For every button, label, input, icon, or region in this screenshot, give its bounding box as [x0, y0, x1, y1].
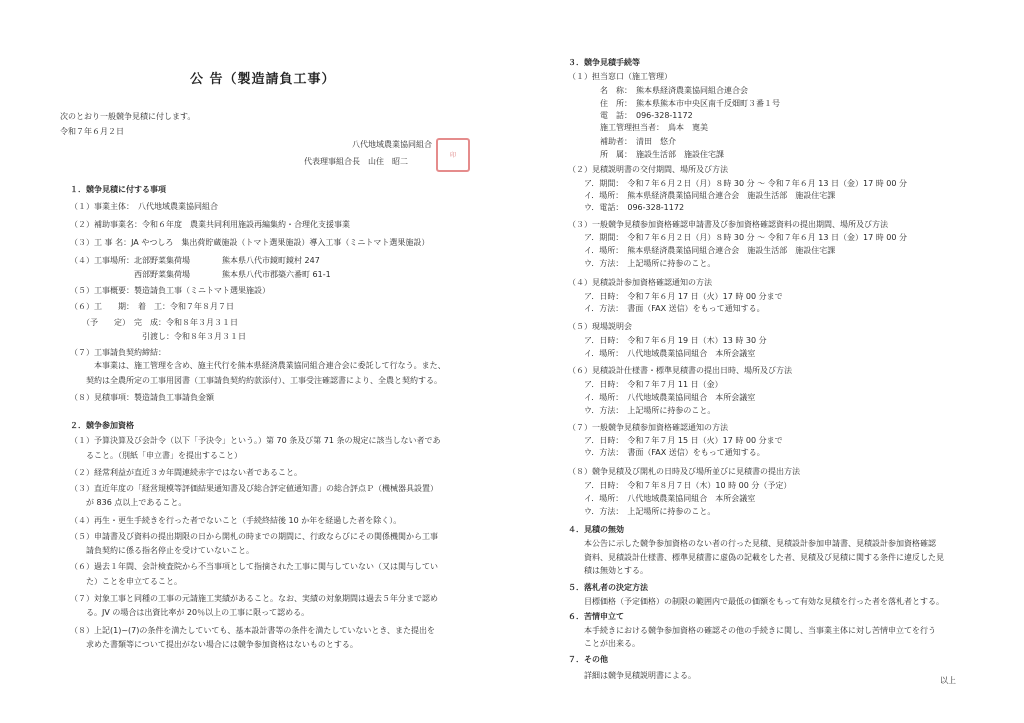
- representative-name: 代表理事組合長 山住 昭二: [304, 157, 408, 166]
- right-line: 本手続きにおける競争参加資格の確認その他の手続きに関し、当事業主体に対し苦情申立てを行う: [568, 626, 936, 635]
- right-line: ア．期間： 令和７年６月２日（月）８時 30 分 ～ 令和７年６月 13 日（金）17 時 00 分: [568, 233, 907, 242]
- right-line: 所 属： 施設生活部 施設住宅課: [568, 150, 724, 159]
- left-line: （５）申請書及び資料の提出期限の日から開札の時までの期間に、行政ならびにその関係機関から工事: [70, 532, 438, 541]
- right-line: イ．場所： 熊本県経済農業協同組合連合会 施設生活部 施設住宅課: [568, 246, 836, 255]
- issue-date: 令和７年６月２日: [60, 127, 124, 136]
- left-line: （予 定） 完 成：令和８年３月３１日: [70, 318, 238, 327]
- left-line: （３）工 事 名：JA やつしろ 集出荷貯蔵施設（トマト選果施設）導入工事（ミニトマト選果施設）: [70, 238, 430, 247]
- right-line: イ．場所： 八代地域農業協同組合 本所会議室: [568, 349, 756, 358]
- right-line: ア．日時： 令和７年７月 15 日（火）17 時 00 分まで: [568, 436, 783, 445]
- right-line: ウ．電話： 096-328-1172: [568, 203, 685, 212]
- right-line: （１）担当窓口（施工管理）: [568, 72, 672, 81]
- left-line: （４）再生・更生手続きを行った者でないこと（手続終結後 10 か年を経過した者を除く）。: [70, 516, 402, 525]
- right-line: 本公告に示した競争参加資格のない者の行った見積、見積設計参加申請書、見積設計参加資格確認: [568, 539, 936, 548]
- right-line: （７）一般競争見積参加資格確認通知の方法: [568, 423, 728, 432]
- right-line: 施工管理担当者： 鳥本 寛美: [568, 123, 708, 132]
- right-line: 電 話： 096-328-1172: [568, 111, 693, 120]
- official-seal: [436, 138, 470, 172]
- left-line: （２）経常利益が直近３カ年間連続赤字ではない者であること。: [70, 468, 302, 477]
- right-line: イ．場所： 八代地域農業協同組合 本所会議室: [568, 393, 756, 402]
- right-line: 積は無効とする。: [568, 566, 648, 575]
- right-line: （５）現場説明会: [568, 322, 632, 331]
- intro-text: 次のとおり一般競争見積に付します。: [60, 112, 196, 121]
- left-line: 引渡し：令和８年３月３１日: [70, 332, 246, 341]
- right-line: ７．その他: [568, 655, 608, 664]
- right-line: 補助者： 清田 悠介: [568, 137, 676, 146]
- left-line: １．競争見積に付する事項: [70, 185, 166, 194]
- right-line: ５．落札者の決定方法: [568, 583, 648, 592]
- left-line: （８）見積事項：製造請負工事請負金額: [70, 393, 214, 402]
- left-line: （６）過去１年間、会計検査院から不当事項として指摘された工事に関与していない（又は関与してい: [70, 562, 438, 571]
- right-line: 住 所： 熊本県熊本市中央区南千反畑町３番１号: [568, 99, 780, 108]
- organization-name: 八代地域農業協同組合: [352, 140, 432, 149]
- left-line: る。JV の場合は出資比率が 20％以上の工事に限って認める。: [70, 608, 310, 617]
- left-line: た）ことを申立てること。: [70, 577, 182, 586]
- left-line: ２．競争参加資格: [70, 421, 134, 430]
- right-line: ア．日時： 令和７年８月７日（木）10 時 00 分（予定）: [568, 481, 792, 490]
- left-line: （１）事業主体： 八代地域農業協同組合: [70, 202, 218, 211]
- left-line: 請負契約に係る指名停止を受けていないこと。: [70, 546, 254, 555]
- left-line: （４）工事場所：北部野菜集荷場 熊本県八代市鏡町鏡村 247: [70, 256, 320, 265]
- right-line: （８）競争見積及び開札の日時及び場所並びに見積書の提出方法: [568, 467, 800, 476]
- left-line: 本事業は、施工管理を含め、施主代行を熊本県経済農業協同組合連合会に委託して行なう。また、: [70, 361, 446, 370]
- left-line: （７）対象工事と同種の工事の元請施工実績があること。なお、実績の対象期間は過去５年分まで認め: [70, 594, 438, 603]
- left-line: （２）補助事業名：令和６年度 農業共同利用施設再編集約・合理化支援事業: [70, 220, 350, 229]
- seal-text: 印: [449, 151, 456, 159]
- left-line: （８）上記(1)~(7)の条件を満たしていても、基本設計書等の条件を満たしていないとき、また提出を: [70, 626, 436, 635]
- right-line: ア．期間： 令和７年６月２日（月）８時 30 分 ～ 令和７年６月 13 日（金）17 時 00 分: [568, 179, 907, 188]
- right-line: ア．日時： 令和７年６月 17 日（火）17 時 00 分まで: [568, 292, 783, 301]
- right-line: イ．場所： 八代地域農業協同組合 本所会議室: [568, 494, 756, 503]
- right-line: ６．苦情申立て: [568, 612, 624, 621]
- left-line: （５）工事概要：製造請負工事（ミニトマト選果施設）: [70, 286, 270, 295]
- right-line: ウ．方法： 上記場所に持参のこと。: [568, 507, 716, 516]
- right-line: ウ．方法： 書面（FAX 送信）をもって通知する。: [568, 448, 765, 457]
- left-line: ること。（別紙「申立書」を提出すること）: [70, 451, 242, 460]
- right-line: 名 称： 熊本県経済農業協同組合連合会: [568, 86, 748, 95]
- left-line: （７）工事請負契約締結：: [70, 348, 166, 357]
- right-line: （６）見積設計仕様書・標準見積書の提出日時、場所及び方法: [568, 366, 792, 375]
- left-line: 契約は全農所定の工事用図書（工事請負契約約款添付）、工事受注確認書により、全農と契約する。: [70, 376, 442, 385]
- left-line: 求めた書類等について提出がない場合には競争参加資格はないものとする。: [70, 640, 358, 649]
- right-line: イ．方法： 書面（FAX 送信）をもって通知する。: [568, 304, 765, 313]
- right-line: ことが出来る。: [568, 639, 640, 648]
- end-mark: 以上: [940, 676, 956, 685]
- right-line: ウ．方法： 上記場所に持参のこと。: [568, 259, 716, 268]
- left-line: （６）工 期： 着 工：令和７年８月７日: [70, 302, 234, 311]
- left-line: （３）直近年度の「経営規模等評価結果通知書及び総合評定値通知書」の総合評点Ｐ（機械器具設置）: [70, 484, 438, 493]
- left-line: が 836 点以上であること。: [70, 498, 187, 507]
- right-line: ４．見積の無効: [568, 525, 624, 534]
- right-line: ア．日時： 令和７年７月 11 日（金）: [568, 380, 723, 389]
- right-line: （３）一般競争見積参加資格確認申請書及び参加資格確認資料の提出期間、場所及び方法: [568, 220, 888, 229]
- right-line: （４）見積設計参加資格確認通知の方法: [568, 278, 712, 287]
- right-line: イ．場所： 熊本県経済農業協同組合連合会 施設生活部 施設住宅課: [568, 191, 836, 200]
- right-line: 目標価格（予定価格）の制限の範囲内で最低の価額をもって有効な見積を行った者を落札者とする。: [568, 597, 944, 606]
- right-line: ３．競争見積手続等: [568, 58, 640, 67]
- document-title: 公 告（製造請負工事）: [190, 72, 336, 87]
- left-line: 西部野菜集荷場 熊本県八代市郡築六番町 61-1: [70, 270, 331, 279]
- right-line: ア．日時： 令和７年６月 19 日（木）13 時 30 分: [568, 336, 767, 345]
- right-line: （２）見積説明書の交付期間、場所及び方法: [568, 165, 728, 174]
- right-line: 資料、見積設計仕様書、標準見積書に虚偽の記載をした者、見積及び見積に関する条件に違反した見: [568, 553, 944, 562]
- right-line: ウ．方法： 上記場所に持参のこと。: [568, 406, 716, 415]
- left-line: （１）予算決算及び会計令（以下「予決令」という。）第 70 条及び第 71 条の規定に該当しない者であ: [70, 436, 441, 445]
- right-line: 詳細は競争見積説明書による。: [568, 671, 696, 680]
